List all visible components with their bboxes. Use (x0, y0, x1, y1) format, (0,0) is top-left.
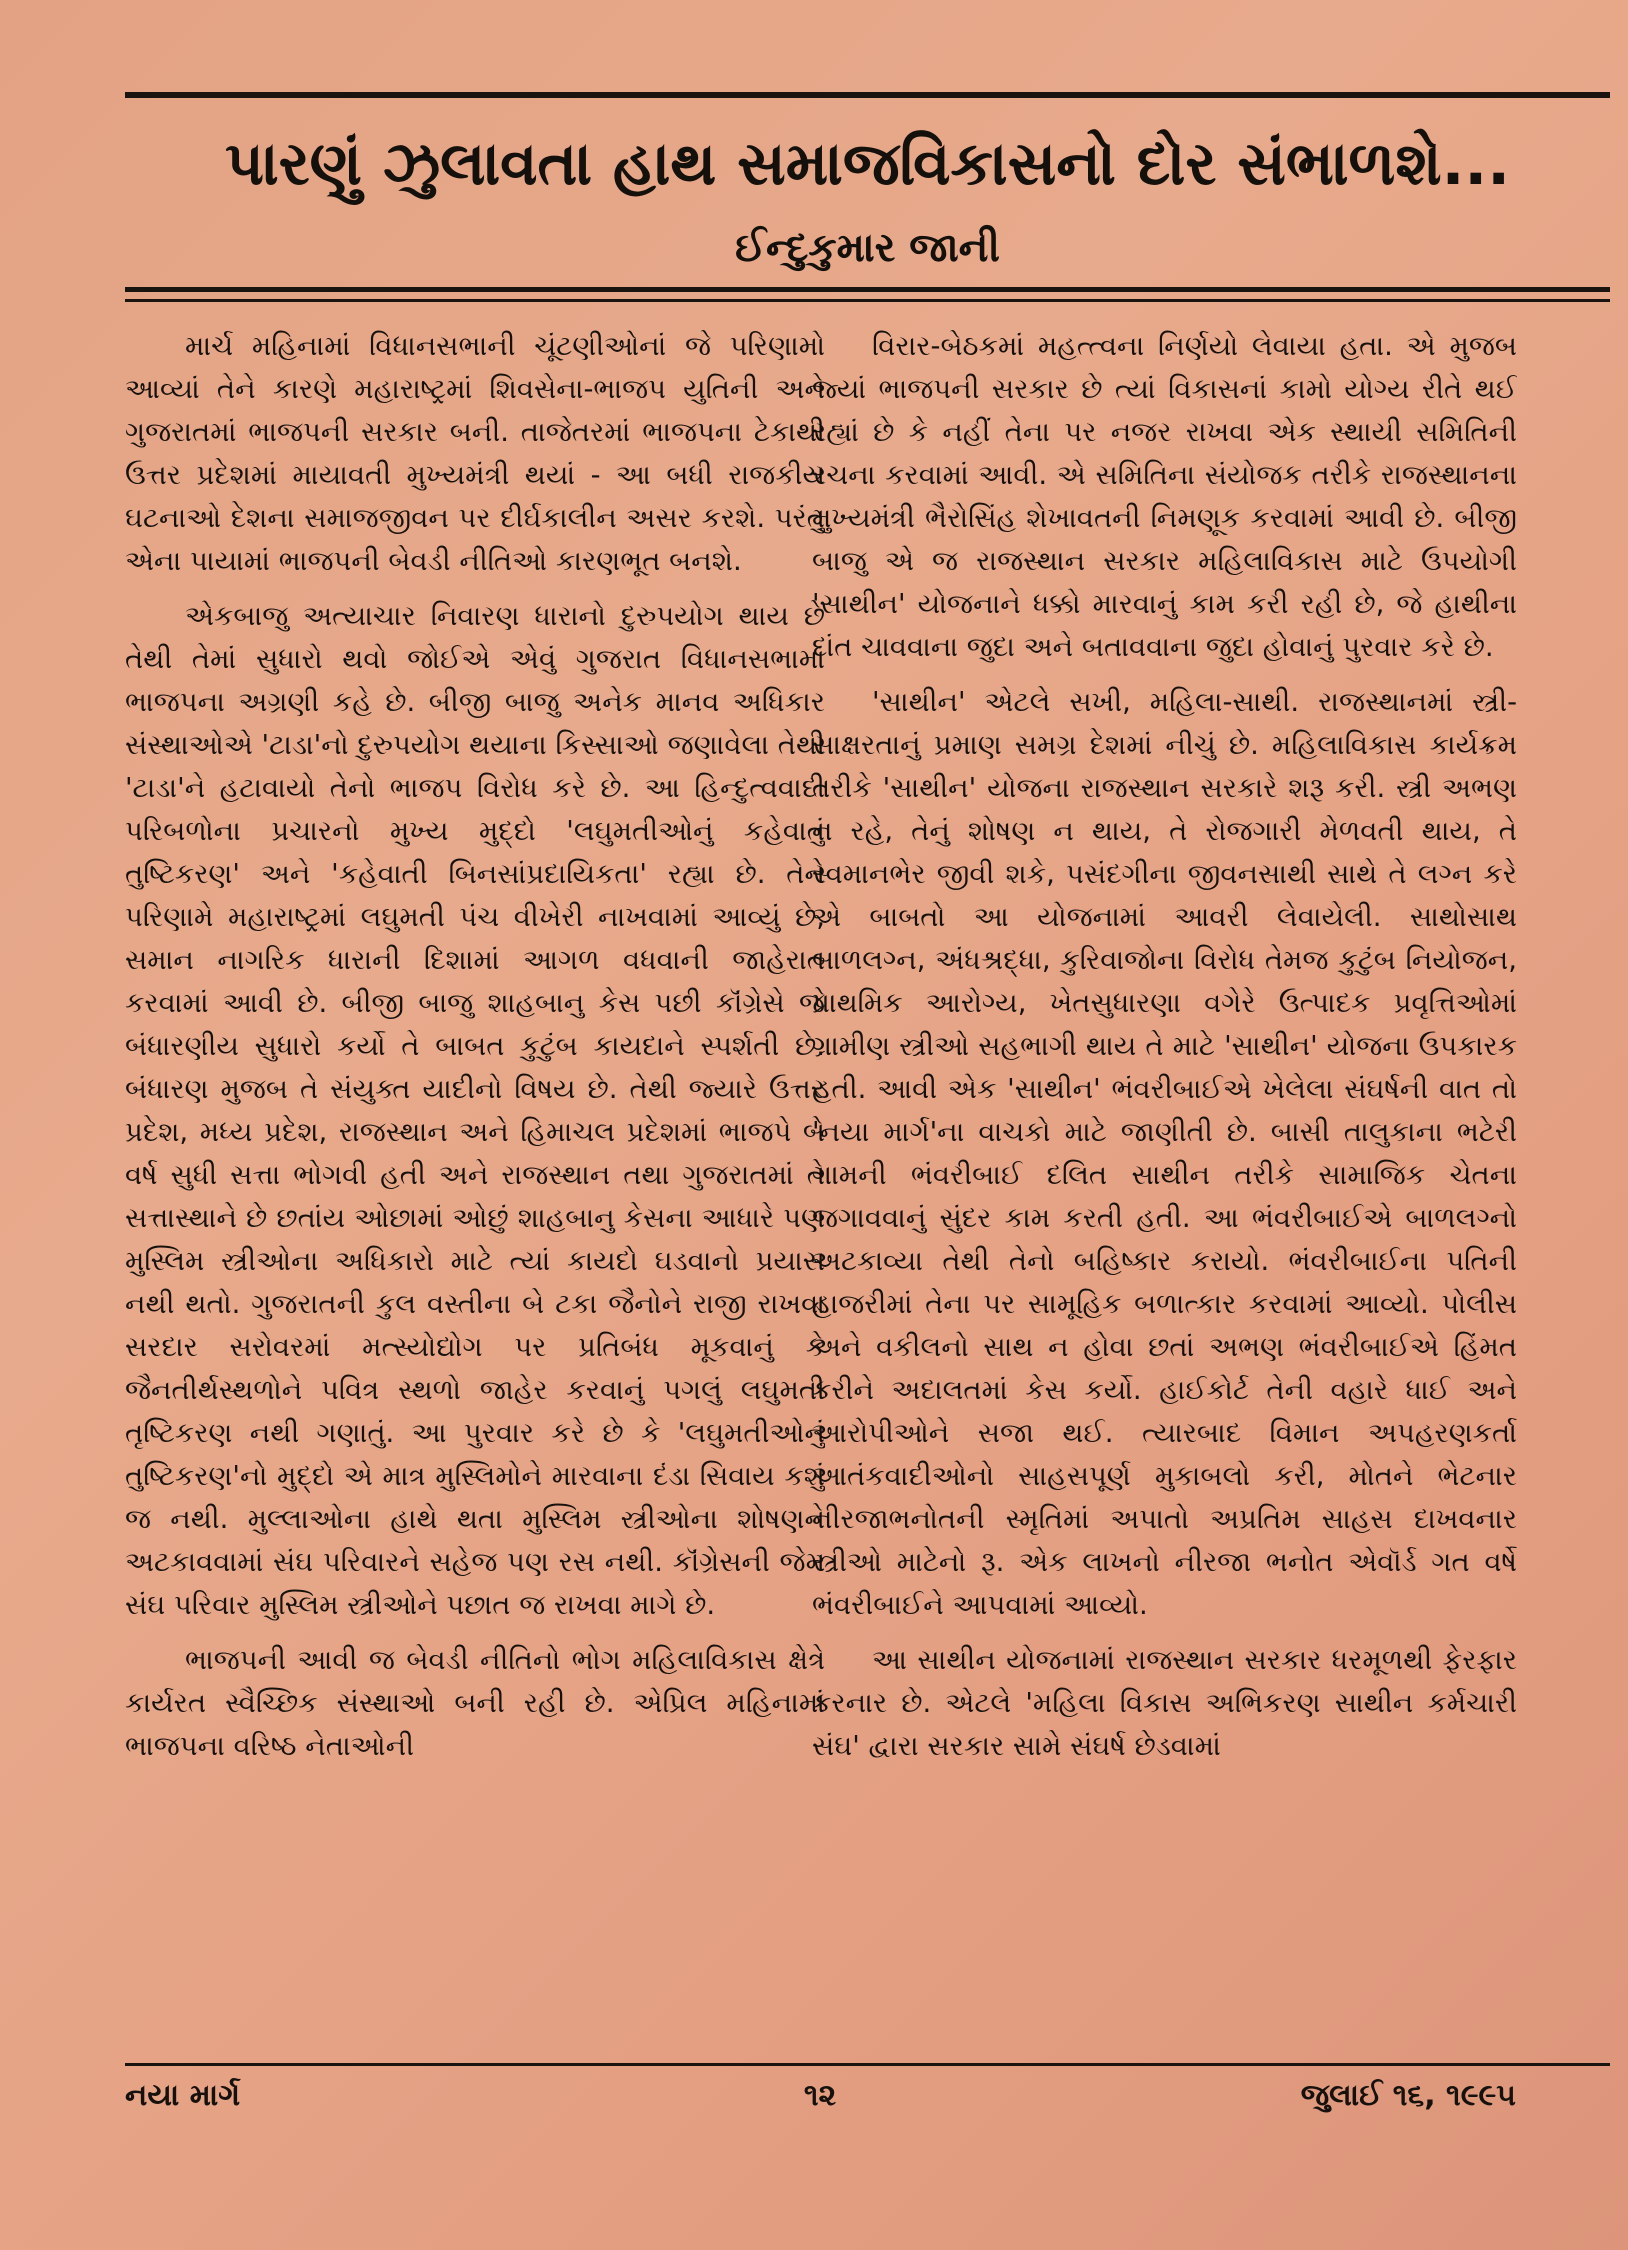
header-rule-thin (125, 299, 1610, 302)
article-title: પારણું ઝુલાવતા હાથ સમાજવિકાસનો દોર સંભાળશે... (225, 129, 1510, 199)
header-rule-thick (125, 287, 1610, 292)
paragraph: ભાજપની આવી જ બેવડી નીતિનો ભોગ મહિલાવિકાસ ક્ષેત્રે કાર્યરત સ્વૈચ્છિક સંસ્થાઓ બની રહી છે. એપ્રિલ મહિનામાં ભાજપના વરિષ્ઠ નેતાઓની (125, 1644, 825, 1762)
right-column (812, 325, 1517, 2040)
paragraph: માર્ચ મહિનામાં વિધાનસભાની ચૂંટણીઓનાં જે પરિણામો આવ્યાં તેને કારણે મહારાષ્ટ્રમાં શિવસેના-ભાજપ યુતિની અને ગુજરાતમાં ભાજપની સરકાર બની. તાજેતરમાં ભાજપના ટેકાથી ઉત્તર પ્રદેશમાં માયાવતી મુખ્યમંત્રી થયાં - આ બધી રાજકીય ઘટનાઓ દેશના સમાજજીવન પર દીર્ઘકાલીન અસર કરશે. પરંતુ એના પાયામાં ભાજપની બેવડી નીતિઓ કારણભૂત બનશે. (125, 330, 825, 577)
top-rule (125, 92, 1610, 98)
paragraph: એકબાજુ અત્યાચાર નિવારણ ધારાનો દુરુપયોગ થાય છે તેથી તેમાં સુધારો થવો જોઈએ એવું ગુજરાત વિધાનસભામાં ભાજપના અગ્રણી કહે છે. બીજી બાજુ અનેક માનવ અધિકાર સંસ્થાઓએ 'ટાડા'નો દુરુપયોગ થયાના કિસ્સાઓ જણાવેલા તેથી 'ટાડા'ને હટાવાયો તેનો ભાજપ વિરોધ કરે છે. આ હિન્દુત્વવાદી પરિબળોના પ્રચારનો મુખ્ય મુદ્દો 'લઘુમતીઓનું કહેવાતું તુષ્ટિકરણ' અને 'કહેવાતી બિનસાંપ્રદાયિકતા' રહ્યા છે. તેને પરિણામે મહારાષ્ટ્રમાં લઘુમતી પંચ વીખેરી નાખવામાં આવ્યું છે, સમાન નાગરિક ધારાની દિશામાં આગળ વધવાની જાહેરાત કરવામાં આવી છે. બીજી બાજુ શાહબાનુ કેસ પછી કૉંગ્રેસે જે બંધારણીય સુધારો કર્યો તે બાબત કુટુંબ કાયદાને સ્પર્શતી છે. બંધારણ મુજબ તે સંયુક્ત યાદીનો વિષય છે. તેથી જ્યારે ઉત્તર પ્રદેશ, મધ્ય પ્રદેશ, રાજસ્થાન અને હિમાચલ પ્રદેશમાં ભાજપે બે વર્ષ સુધી સત્તા ભોગવી હતી અને રાજસ્થાન તથા ગુજરાતમાં તે સત્તાસ્થાને છે છતાંય ઓછામાં ઓછું શાહબાનુ કેસના આધારે પણ મુસ્લિમ સ્ત્રીઓના અધિકારો માટે ત્યાં કાયદો ઘડવાનો પ્રયાસ નથી થતો. ગુજરાતની કુલ વસ્તીના બે ટકા જૈનોને રાજી રાખવા સરદાર સરોવરમાં મત્સ્યોદ્યોગ પર પ્રતિબંધ મૂકવાનું કે જૈનતીર્થસ્થળોને પવિત્ર સ્થળો જાહેર કરવાનું પગલું લઘુમતી તૃષ્ટિકરણ નથી ગણાતું. આ પુરવાર કરે છે કે 'લઘુમતીઓનું તુષ્ટિકરણ'નો મુદ્દો એ માત્ર મુસ્લિમોને મારવાના દંડા સિવાય કશું જ નથી. મુલ્લાઓના હાથે થતા મુસ્લિમ સ્ત્રીઓના શોષણને અટકાવવામાં સંઘ પરિવારને સહેજ પણ રસ નથી. કૉંગ્રેસની જેમ સંઘ પરિવાર મુસ્લિમ સ્ત્રીઓને પછાત જ રાખવા માગે છે. (125, 600, 825, 1621)
paragraph: 'સાથીન' એટલે સખી, મહિલા-સાથી. રાજસ્થાનમાં સ્ત્રી-સાક્ષરતાનું પ્રમાણ સમગ્ર દેશમાં નીચું છે. મહિલાવિકાસ કાર્યક્રમ તરીકે 'સાથીન' યોજના રાજસ્થાન સરકારે શરૂ કરી. સ્ત્રી અભણ ન રહે, તેનું શોષણ ન થાય, તે રોજગારી મેળવતી થાય, તે સ્વમાનભેર જીવી શકે, પસંદગીના જીવનસાથી સાથે તે લગ્ન કરે એ બાબતો આ યોજનામાં આવરી લેવાયેલી. સાથોસાથ બાળલગ્ન, અંધશ્રદ્ધા, કુરિવાજોના વિરોધ તેમજ કુટુંબ નિયોજન, પ્રાથમિક આરોગ્ય, ખેતસુધારણા વગેરે ઉત્પાદક પ્રવૃત્તિઓમાં ગ્રામીણ સ્ત્રીઓ સહભાગી થાય તે માટે 'સાથીન' યોજના ઉપકારક હતી. આવી એક 'સાથીન' ભંવરીબાઈએ ખેલેલા સંઘર્ષની વાત તો 'નયા માર્ગ'ના વાચકો માટે જાણીતી છે. બાસી તાલુકાના ભટેરી ગામની ભંવરીબાઈ દલિત સાથીન તરીકે સામાજિક ચેતના જગાવવાનું સુંદર કામ કરતી હતી. આ ભંવરીબાઈએ બાળલગ્નો અટકાવ્યા તેથી તેનો બહિષ્કાર કરાયો. ભંવરીબાઈના પતિની હાજરીમાં તેના પર સામૂહિક બળાત્કાર કરવામાં આવ્યો. પોલીસ અને વકીલનો સાથ ન હોવા છતાં અભણ ભંવરીબાઈએ હિંમત કરીને અદાલતમાં કેસ કર્યો. હાઈકોર્ટ તેની વહારે ધાઈ અને આરોપીઓને સજા થઈ. ત્યારબાદ વિમાન અપહરણકર્તા આતંકવાદીઓનો સાહસપૂર્ણ મુકાબલો કરી, મોતને ભેટનાર નીરજાભનોતની સ્મૃતિમાં અપાતો અપ્રતિમ સાહસ દાખવનાર સ્ત્રીઓ માટેનો રૂ. એક લાખનો નીરજા ભનોત એવૉર્ડ ગત વર્ષે ભંવરીબાઈને આપવામાં આવ્યો. (812, 686, 1517, 1621)
footer-rule (125, 2063, 1610, 2066)
footer-date: જુલાઈ ૧૬, ૧૯૯૫ (1300, 2078, 1516, 2113)
left-column (125, 325, 825, 2040)
paragraph: વિરાર-બેઠકમાં મહત્ત્વના નિર્ણયો લેવાયા હતા. એ મુજબ જ્યાં ભાજપની સરકાર છે ત્યાં વિકાસનાં કામો યોગ્ય રીતે થઈ રહ્યાં છે કે નહીં તેના પર નજર રાખવા એક સ્થાયી સમિતિની રચના કરવામાં આવી. એ સમિતિના સંયોજક તરીકે રાજસ્થાનના મુખ્યમંત્રી ભૈરોસિંહ શેખાવતની નિમણૂક કરવામાં આવી છે. બીજી બાજુ એ જ રાજસ્થાન સરકાર મહિલાવિકાસ માટે ઉપયોગી 'સાથીન' યોજનાને ધક્કો મારવાનું કામ કરી રહી છે, જે હાથીના દાંત ચાવવાના જુદા અને બતાવવાના જુદા હોવાનું પુરવાર કરે છે. (812, 330, 1517, 663)
article-author: ઈન્દુકુમાર જાની (735, 225, 1000, 271)
footer-page-number: ૧૨ (803, 2078, 837, 2113)
footer-publication: નયા માર્ગ (125, 2078, 241, 2113)
paragraph: આ સાથીન યોજનામાં રાજસ્થાન સરકાર ધરમૂળથી ફેરફાર કરનાર છે. એટલે 'મહિલા વિકાસ અભિકરણ સાથીન કર્મચારી સંઘ' દ્વારા સરકાર સામે સંઘર્ષ છેડવામાં (812, 1644, 1517, 1762)
